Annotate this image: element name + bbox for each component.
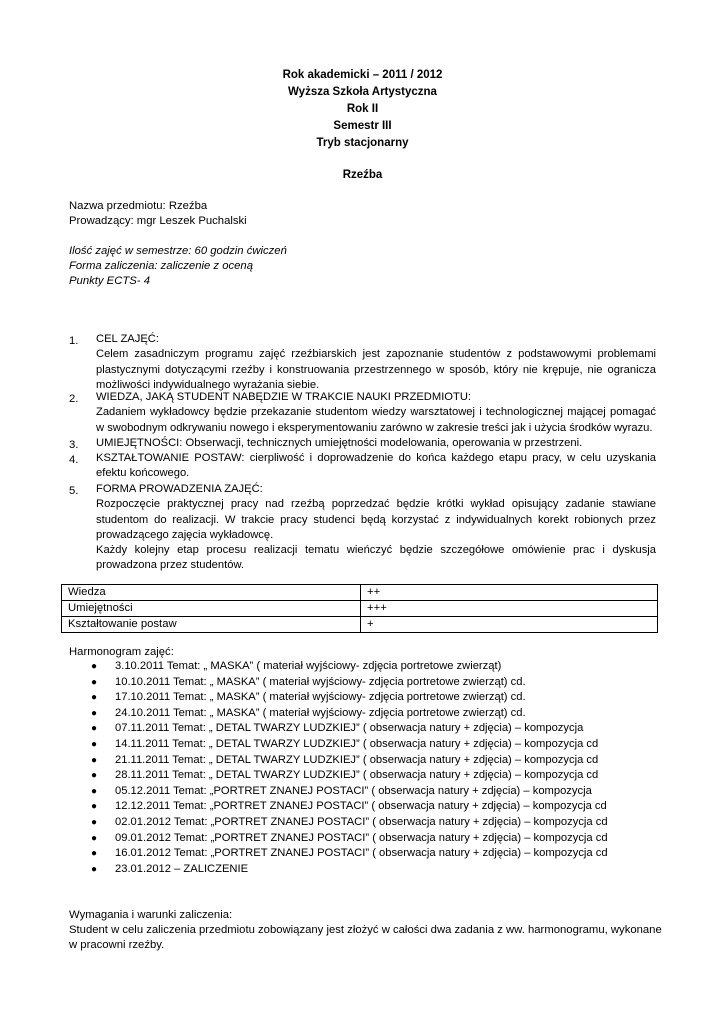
evaluation-table: [61, 584, 658, 633]
section-number: 1.: [69, 335, 79, 347]
year-of-study: Rok II: [346, 103, 379, 115]
subject-title: Rzeźba: [342, 169, 383, 181]
table-cell-label: Wiedza: [62, 585, 361, 601]
section-text: Zadaniem wykładowcy będzie przekazanie studentom wiedzy warsztatowej i technologicznej mającej pomagać w swobodnym odkrywaniu nowego i eksperymentowaniu zarówno w zakresie treści jak i użycia środków wyrazu.: [96, 406, 656, 434]
schedule-entry: 21.11.2011 Temat: „ DETAL TWARZY LUDZKIEJ” ( obserwacja natury + zdjęcia) – kompozycja cd: [115, 753, 599, 766]
bullet-icon: ●: [91, 816, 98, 828]
hours-info: Ilość zajęć w semestrze: 60 godzin ćwiczeń: [69, 245, 287, 257]
schedule-entry: 28.11.2011 Temat: „ DETAL TWARZY LUDZKIEJ” ( obserwacja natury + zdjęcia) – kompozycja cd: [115, 769, 599, 782]
schedule-entry: 09.01.2012 Temat: „PORTRET ZNANEJ POSTACI” ( obserwacja natury + zdjęcia) – kompozycja cd: [115, 831, 608, 844]
schedule-entry: 16.01.2012 Temat: „PORTRET ZNANEJ POSTACI” ( obserwacja natury + zdjęcia) – kompozycja cd: [115, 847, 608, 860]
list-item: [91, 815, 608, 831]
bullet-icon: ●: [91, 848, 98, 860]
schedule-entry: 07.11.2011 Temat: „ DETAL TWARZY LUDZKIEJ” ( obserwacja natury + zdjęcia) – kompozycja: [115, 722, 584, 735]
list-item: [91, 799, 608, 815]
table-cell-value: +++: [361, 601, 658, 617]
schedule-entry: 24.10.2011 Temat: „ MASKA” ( materiał wyjściowy- zdjęcia portretowe zwierząt) cd.: [115, 706, 526, 719]
table-row: [62, 601, 658, 617]
requirements-title: Wymagania i warunki zaliczenia:: [69, 909, 233, 921]
bullet-icon: ●: [91, 754, 98, 766]
bullet-icon: ●: [91, 832, 98, 844]
list-item: [91, 659, 608, 675]
list-item: [91, 753, 608, 769]
list-item: [91, 690, 608, 706]
study-mode: Tryb stacjonarny: [316, 137, 409, 149]
section-text: Celem zasadniczym programu zajęć rzeźbiarskich jest zapoznanie studentów z podstawowymi problemami plastycznymi dotyczącymi rzeźby i konstruowania przestrzennego w sposób, który nie krępuje, nie ogranicza możliwości indywidualnego wyrażania siebie.: [96, 348, 656, 391]
table-cell-value: +: [361, 617, 658, 633]
table-row: [62, 585, 658, 601]
list-item: [91, 706, 608, 722]
section-text: Rozpoczęcie praktycznej pracy nad rzeźbą poprzedzać będzie krótki wykład opisujący zadanie stawiane studentom do realizacji. W trakcie pracy studenci będą korzystać z indywidualnych korekt robionych przez prowadzącego zajęcia wykładowcę.: [96, 498, 656, 541]
schedule-entry: 14.11.2011 Temat: „ DETAL TWARZY LUDZKIEJ” ( obserwacja natury + zdjęcia) – kompozycja cd: [115, 737, 599, 750]
section-number: 5.: [69, 485, 79, 497]
table-cell-value: ++: [361, 585, 658, 601]
academic-year: Rok akademicki – 2011 / 2012: [282, 69, 443, 81]
list-item: [91, 737, 608, 753]
bullet-icon: ●: [91, 738, 98, 750]
table-cell-label: Kształtowanie postaw: [62, 617, 361, 633]
section-text: Każdy kolejny etap procesu realizacji tematu wieńczyć będzie szczegółowe omówienie prac i dyskusja prowadzona przez studentów.: [96, 544, 656, 572]
schedule-title: Harmonogram zajęć:: [69, 646, 174, 658]
ects-points: Punkty ECTS- 4: [69, 275, 150, 287]
section-heading: FORMA PROWADZENIA ZAJĘĆ:: [96, 483, 263, 495]
list-item: [91, 675, 608, 691]
schedule-entry: 17.10.2011 Temat: „ MASKA” ( materiał wyjściowy- zdjęcia portretowe zwierząt) cd.: [115, 691, 526, 704]
schedule-list: [91, 659, 608, 877]
subject-name: Nazwa przedmiotu: Rzeźba: [69, 200, 208, 212]
requirements-text: Student w celu zaliczenia przedmiotu zobowiązany jest złożyć w całości dwa zadania z ww. harmonogramu, wykonane: [69, 924, 662, 936]
bullet-icon: ●: [91, 801, 98, 813]
section-goal: [96, 332, 656, 393]
semester: Semestr III: [333, 120, 392, 132]
section-heading: WIEDZA, JAKĄ STUDENT NABĘDZIE W TRAKCIE NAUKI PRZEDMIOTU:: [96, 391, 472, 403]
bullet-icon: ●: [91, 770, 98, 782]
section-number: 3.: [69, 439, 79, 451]
list-item: [91, 768, 608, 784]
bullet-icon: ●: [91, 676, 98, 688]
bullet-icon: ●: [91, 785, 98, 797]
bullet-icon: ●: [91, 723, 98, 735]
list-item: [91, 721, 608, 737]
schedule-entry: 10.10.2011 Temat: „ MASKA” ( materiał wyjściowy- zdjęcia portretowe zwierząt) cd.: [115, 675, 526, 688]
requirements-text-cont: w pracowni rzeźby.: [69, 939, 165, 951]
list-item: [91, 862, 608, 878]
lecturer: Prowadzący: mgr Leszek Puchalski: [69, 215, 247, 227]
bullet-icon: ●: [91, 661, 98, 672]
section-number: 2.: [69, 393, 79, 405]
section-text: KSZTAŁTOWANIE POSTAW: cierpliwość i doprowadzenie do końca każdego etapu pracy, w celu uzyskania efektu końcowego.: [96, 452, 656, 480]
list-item: [91, 846, 608, 862]
schedule-entry: 05.12.2011 Temat: „PORTRET ZNANEJ POSTACI” ( obserwacja natury + zdjęcia) – kompozycja: [115, 784, 592, 797]
section-number: 4.: [69, 454, 79, 466]
section-knowledge: [96, 390, 656, 436]
table-cell-label: Umiejętności: [62, 601, 361, 617]
schedule-entry: 12.12.2011 Temat: „PORTRET ZNANEJ POSTACI” ( obserwacja natury + zdjęcia) – kompozycja cd: [115, 800, 607, 813]
section-text: UMIEJĘTNOŚCI: Obserwacji, technicznych umiejętności modelowania, operowania w przestrzeni.: [96, 437, 583, 449]
section-teaching-form: [96, 482, 656, 574]
schedule-entry: 3.10.2011 Temat: „ MASKA” ( materiał wyjściowy- zdjęcia portretowe zwierząt): [115, 660, 502, 672]
bullet-icon: ●: [91, 692, 98, 704]
schedule-entry: 23.01.2012 – ZALICZENIE: [115, 862, 249, 875]
school-name: Wyższa Szkoła Artystyczna: [288, 86, 437, 98]
list-item: [91, 831, 608, 847]
section-attitudes: [96, 451, 656, 482]
list-item: [91, 784, 608, 800]
section-skills: [96, 436, 656, 451]
schedule-entry: 02.01.2012 Temat: „PORTRET ZNANEJ POSTACI” ( obserwacja natury + zdjęcia) – kompozycja cd: [115, 815, 608, 828]
bullet-icon: ●: [91, 707, 98, 719]
section-heading: CEL ZAJĘĆ:: [96, 333, 159, 345]
assessment-form: Forma zaliczenia: zaliczenie z oceną: [69, 260, 253, 272]
table-row: [62, 617, 658, 633]
bullet-icon: ●: [91, 863, 98, 875]
